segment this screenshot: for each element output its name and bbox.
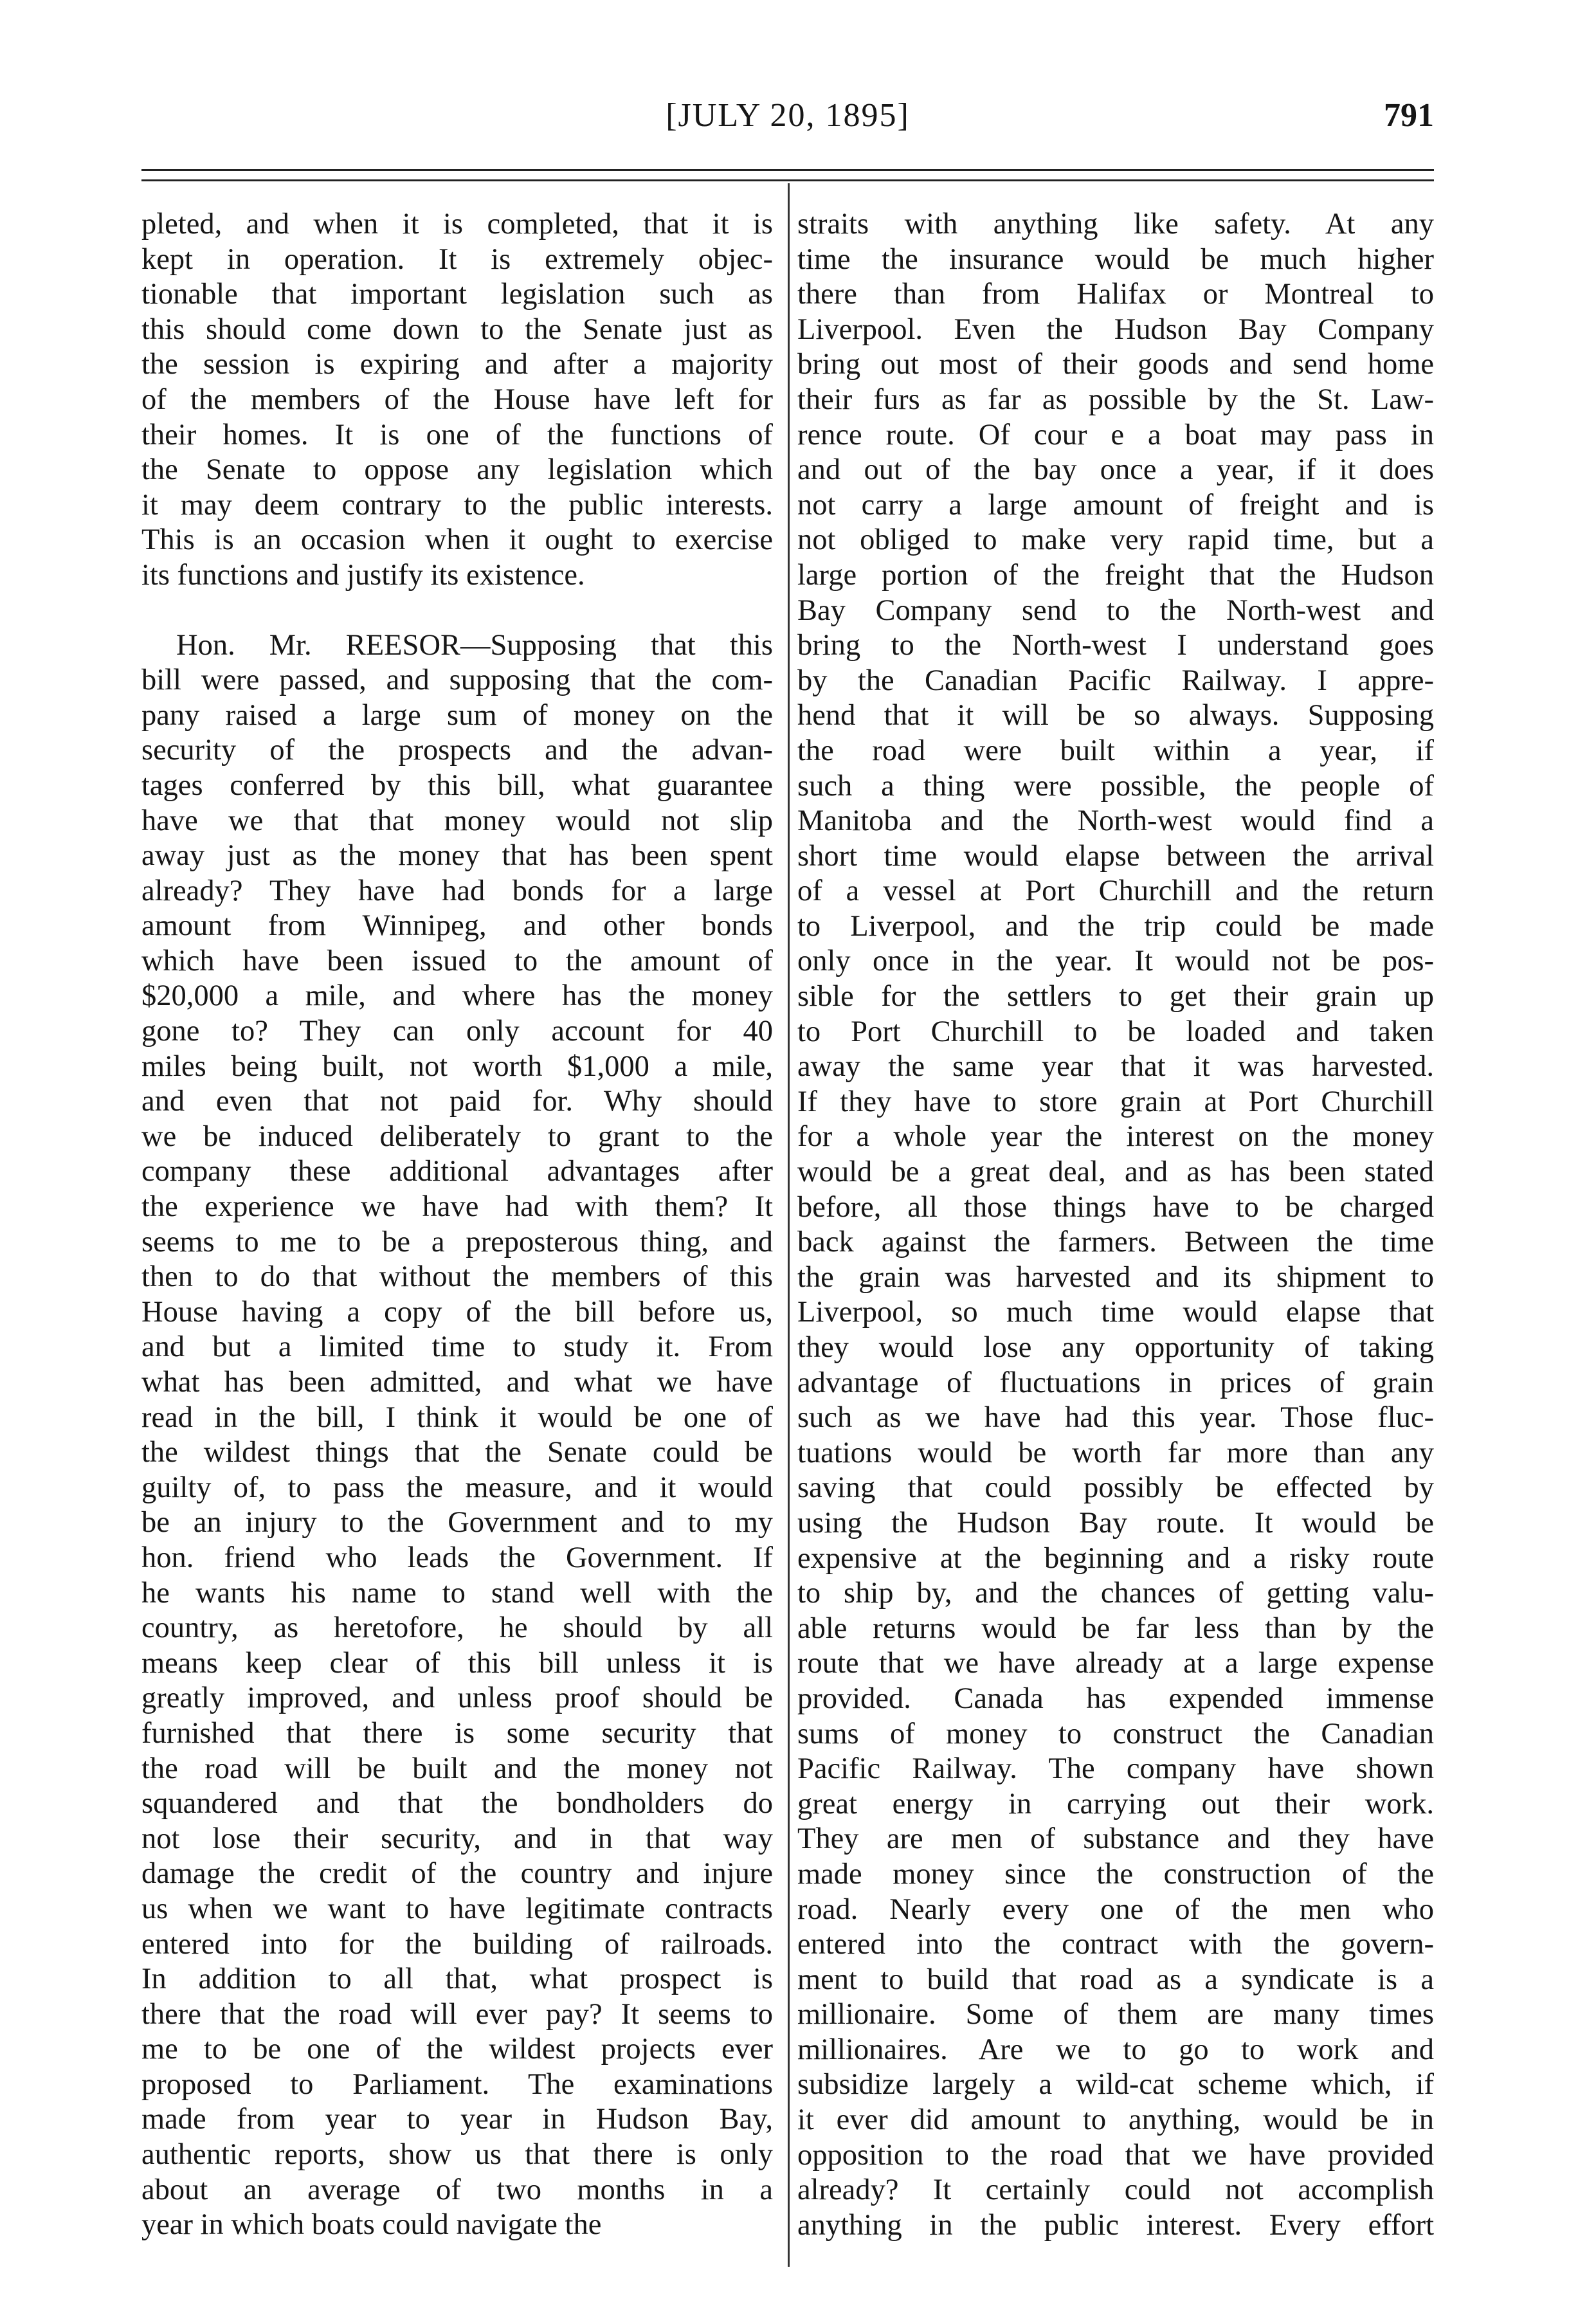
text-line: Bay Company send to the North-west and (797, 594, 1434, 627)
text-line: the experience we have had with them? It (141, 1190, 773, 1224)
text-line: away just as the money that has been spent (141, 839, 773, 873)
text-line: it may deem contrary to the public interests. (141, 488, 773, 522)
text-line: already? They have had bonds for a large (141, 874, 773, 907)
text-line: year in which boats could navigate the (141, 2208, 602, 2242)
header-date: [JULY 20, 1895] (666, 97, 910, 134)
text-line: the road will be built and the money not (141, 1752, 773, 1785)
text-line: they would lose any opportunity of taking (797, 1331, 1434, 1364)
text-line: This is an occasion when it ought to exercise (141, 523, 773, 557)
text-line: read in the bill, I think it would be one of (141, 1401, 773, 1434)
text-line: and but a limited time to study it. From (141, 1330, 773, 1364)
text-line: anything in the public interest. Every effort (797, 2208, 1434, 2242)
text-line: straits with anything like safety. At any (797, 208, 1434, 241)
text-line: miles being built, not worth $1,000 a mile, (141, 1049, 773, 1083)
text-line: to Port Churchill to be loaded and taken (797, 1015, 1434, 1048)
text-line: proposed to Parliament. The examinations (141, 2067, 773, 2101)
text-line: the wildest things that the Senate could be (141, 1436, 773, 1469)
text-line: large portion of the freight that the Hudson (797, 558, 1434, 592)
text-line: would be a great deal, and as has been stated (797, 1156, 1434, 1189)
text-line: back against the farmers. Between the time (797, 1226, 1434, 1259)
text-line: us when we want to have legitimate contracts (141, 1892, 773, 1925)
text-line: not lose their security, and in that way (141, 1822, 773, 1855)
text-line: already? It certainly could not accomplish (797, 2174, 1434, 2207)
text-line: authentic reports, show us that there is only (141, 2138, 773, 2172)
text-line: kept in operation. It is extremely objec- (141, 242, 773, 276)
text-line: the grain was harvested and its shipment to (797, 1260, 1434, 1294)
text-line: using the Hudson Bay route. It would be (797, 1506, 1434, 1539)
text-line: entered into the contract with the govern- (797, 1928, 1434, 1961)
text-line: hon. friend who leads the Government. If (141, 1541, 773, 1574)
text-line: damage the credit of the country and injure (141, 1857, 773, 1891)
text-line: sums of money to construct the Canadian (797, 1717, 1434, 1750)
text-line: ment to build that road as a syndicate is a (797, 1963, 1434, 1996)
text-line: House having a copy of the bill before us, (141, 1295, 773, 1329)
text-line: opposition to the road that we have provided (797, 2138, 1434, 2172)
text-line: such a thing were possible, the people of (797, 769, 1434, 803)
text-line: They are men of substance and they have (797, 1822, 1434, 1856)
text-line: made from year to year in Hudson Bay, (141, 2103, 773, 2136)
text-line: If they have to store grain at Port Churchill (797, 1085, 1434, 1118)
text-line: squandered and that the bondholders do (141, 1787, 773, 1820)
text-line: short time would elapse between the arrival (797, 839, 1434, 873)
text-line: its functions and justify its existence. (141, 558, 585, 592)
text-line: such as we have had this year. Those fluc- (797, 1401, 1434, 1435)
text-line: the Senate to oppose any legislation which (141, 453, 773, 487)
text-line: not carry a large amount of freight and is (797, 488, 1434, 522)
text-line: me to be one of the wildest projects ever (141, 2033, 773, 2066)
text-line: great energy in carrying out their work. (797, 1787, 1434, 1820)
text-line: have we that that money would not slip (141, 804, 773, 837)
text-line: their homes. It is one of the functions of (141, 418, 773, 451)
text-line: hend that it will be so always. Supposing (797, 699, 1434, 732)
text-line: advantage of fluctuations in prices of grain (797, 1366, 1434, 1399)
text-line: pleted, and when it is completed, that it is (141, 208, 773, 241)
text-line: for a whole year the interest on the money (797, 1120, 1434, 1154)
text-line: Liverpool, so much time would elapse that (797, 1296, 1434, 1329)
text-line: Liverpool. Even the Hudson Bay Company (797, 313, 1434, 346)
text-line: country, as heretofore, he should by all (141, 1611, 773, 1645)
text-line: time the insurance would be much higher (797, 242, 1434, 276)
text-line: it ever did amount to anything, would be in (797, 2103, 1434, 2137)
text-line: rence route. Of cour e a boat may pass in (797, 418, 1434, 451)
text-line: of a vessel at Port Churchill and the return (797, 875, 1434, 908)
text-line: bring out most of their goods and send home (797, 348, 1434, 381)
text-line: he wants his name to stand well with the (141, 1576, 773, 1610)
header-rule-top (141, 169, 1434, 171)
text-line: Manitoba and the North-west would find a (797, 804, 1434, 838)
left-paragraph-1 (141, 207, 773, 594)
text-line: sible for the settlers to get their grain up (797, 980, 1434, 1013)
text-line: and even that not paid for. Why should (141, 1085, 773, 1118)
text-line: subsidize largely a wild-cat scheme which, if (797, 2068, 1434, 2102)
text-line: this should come down to the Senate just as (141, 313, 773, 346)
text-line: their furs as far as possible by the St. Law- (797, 383, 1434, 416)
text-line: not obliged to make very rapid time, but a (797, 523, 1434, 557)
text-line: then to do that without the members of this (141, 1260, 773, 1294)
text-line: means keep clear of this bill unless it is (141, 1646, 773, 1680)
text-line: of the members of the House have left for (141, 383, 773, 416)
text-line: Pacific Railway. The company have shown (797, 1752, 1434, 1786)
text-line: about an average of two months in a (141, 2173, 773, 2206)
text-line: security of the prospects and the advan- (141, 734, 773, 767)
text-line: gone to? They can only account for 40 (141, 1015, 773, 1048)
left-column (141, 207, 773, 2243)
text-line: tionable that important legislation such as (141, 278, 773, 311)
text-line: and out of the bay once a year, if it does (797, 453, 1434, 487)
text-line: provided. Canada has expended immense (797, 1682, 1434, 1715)
text-line: there than from Halifax or Montreal to (797, 278, 1434, 311)
text-line: route that we have already at a large expense (797, 1647, 1434, 1680)
text-line: saving that could possibly be effected by (797, 1471, 1434, 1505)
text-line: road. Nearly every one of the men who (797, 1893, 1434, 1926)
text-line: which have been issued to the amount of (141, 944, 773, 977)
left-paragraph-2 (141, 628, 773, 2243)
text-line: In addition to all that, what prospect is (141, 1963, 773, 1996)
text-line: millionaire. Some of them are many times (797, 1998, 1434, 2031)
text-line: Hon. Mr. REESOR—Supposing that this (176, 628, 773, 662)
text-line: we be induced deliberately to grant to the (141, 1120, 773, 1153)
text-line: entered into for the building of railroads. (141, 1927, 773, 1961)
page-number: 791 (1384, 97, 1434, 134)
text-line: seems to me to be a preposterous thing, and (141, 1225, 773, 1258)
text-line: bring to the North-west I understand goes (797, 629, 1434, 662)
text-line: to ship by, and the chances of getting valu- (797, 1577, 1434, 1610)
column-divider (788, 183, 790, 2267)
text-line: to Liverpool, and the trip could be made (797, 909, 1434, 943)
text-line: before, all those things have to be charged (797, 1190, 1434, 1224)
text-line: tages conferred by this bill, what guarantee (141, 768, 773, 802)
header-rule-bottom (141, 179, 1434, 181)
text-line: millionaires. Are we to go to work and (797, 2033, 1434, 2066)
text-line: what has been admitted, and what we have (141, 1366, 773, 1399)
text-line: pany raised a large sum of money on the (141, 698, 773, 732)
text-line: by the Canadian Pacific Railway. I appre- (797, 664, 1434, 697)
right-paragraph-1 (797, 207, 1434, 2243)
text-line: only once in the year. It would not be pos- (797, 945, 1434, 978)
right-column (797, 207, 1434, 2243)
text-line: the road were built within a year, if (797, 734, 1434, 767)
text-line: amount from Winnipeg, and other bonds (141, 909, 773, 943)
text-line: bill were passed, and supposing that the com- (141, 664, 773, 697)
text-line: be an injury to the Government and to my (141, 1506, 773, 1539)
page-header (141, 96, 1434, 148)
text-line: greatly improved, and unless proof should be (141, 1682, 773, 1715)
text-line: furnished that there is some security that (141, 1716, 773, 1750)
text-line: able returns would be far less than by the (797, 1611, 1434, 1645)
text-line: guilty of, to pass the measure, and it would (141, 1471, 773, 1504)
text-line: the session is expiring and after a majority (141, 348, 773, 381)
text-line: away the same year that it was harvested. (797, 1050, 1434, 1084)
text-line: there that the road will ever pay? It seems to (141, 1997, 773, 2031)
text-line: made money since the construction of the (797, 1857, 1434, 1891)
text-line: company these additional advantages after (141, 1155, 773, 1188)
text-line: $20,000 a mile, and where has the money (141, 979, 773, 1013)
text-line: tuations would be worth far more than any (797, 1436, 1434, 1469)
paragraph-gap (141, 594, 773, 628)
text-line: expensive at the beginning and a risky route (797, 1541, 1434, 1575)
